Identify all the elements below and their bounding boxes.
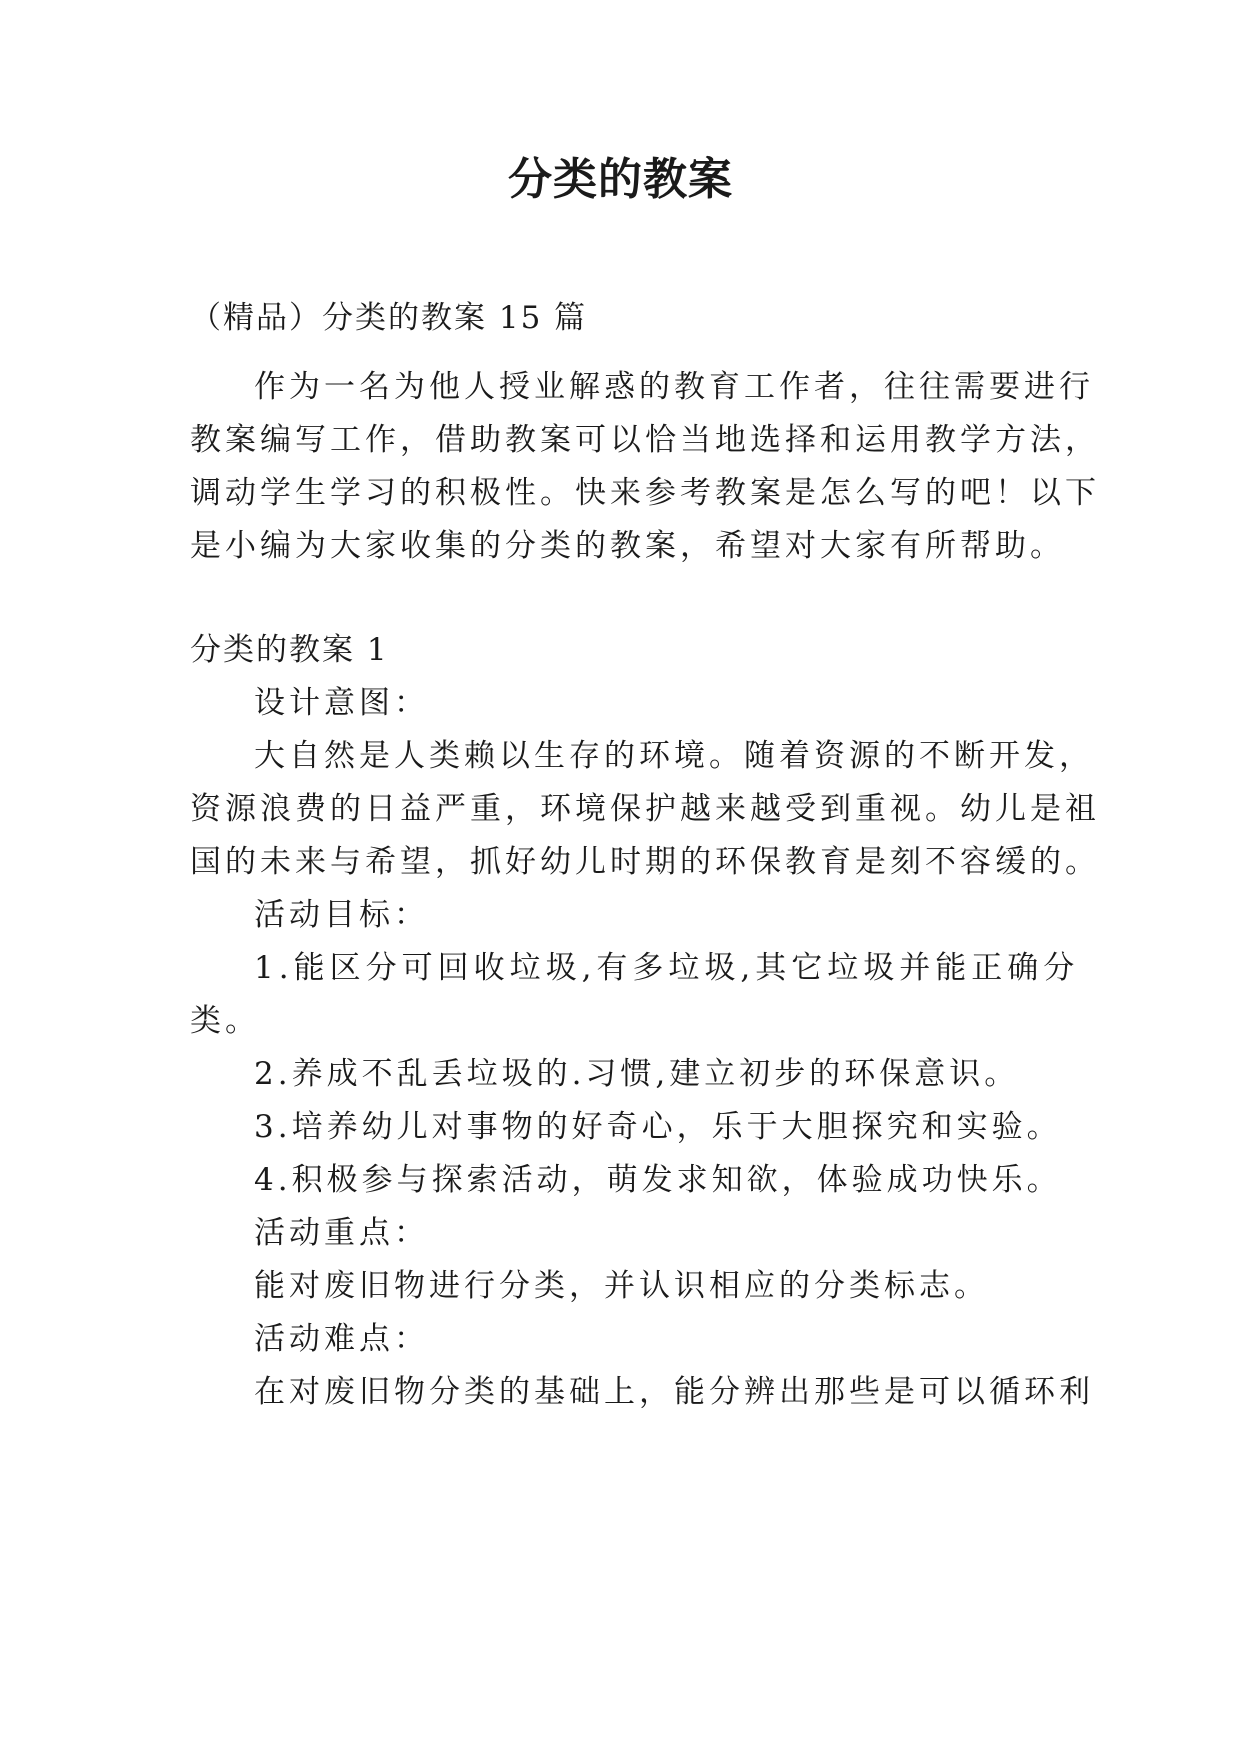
document-subtitle: （精品）分类的教案 15 篇 bbox=[190, 300, 588, 336]
design-intent-line-1: 大自然是人类赖以生存的环境。随着资源的不断开发， bbox=[254, 738, 1094, 774]
goal-line-2: 2.养成不乱丢垃圾的.习惯,建立初步的环保意识。 bbox=[254, 1056, 1020, 1092]
design-intent-line-3: 国的未来与希望，抓好幼儿时期的环保教育是刻不容缓的。 bbox=[190, 844, 1100, 880]
design-intent-line-2: 资源浪费的日益严重，环境保护越来越受到重视。幼儿是祖 bbox=[190, 791, 1100, 827]
intro-line-1: 作为一名为他人授业解惑的教育工作者，往往需要进行 bbox=[254, 369, 1094, 405]
goal-line-1-cont: 类。 bbox=[190, 1003, 260, 1039]
focus-text: 能对废旧物进行分类，并认识相应的分类标志。 bbox=[254, 1268, 989, 1304]
goal-line-3: 3.培养幼儿对事物的好奇心，乐于大胆探究和实验。 bbox=[254, 1109, 1062, 1145]
document-title: 分类的教案 bbox=[508, 154, 733, 205]
focus-label: 活动重点： bbox=[254, 1215, 429, 1251]
intro-line-2: 教案编写工作，借助教案可以恰当地选择和运用教学方法， bbox=[190, 422, 1100, 458]
difficulty-text: 在对废旧物分类的基础上，能分辨出那些是可以循环利 bbox=[254, 1374, 1094, 1410]
goal-line-1: 1.能区分可回收垃圾,有多垃圾,其它垃圾并能正确分 bbox=[254, 950, 1080, 986]
section-heading: 分类的教案 1 bbox=[190, 632, 389, 668]
design-intent-label: 设计意图： bbox=[254, 685, 429, 721]
goals-label: 活动目标： bbox=[254, 897, 429, 933]
intro-line-3: 调动学生学习的积极性。快来参考教案是怎么写的吧！以下 bbox=[190, 475, 1100, 511]
difficulty-label: 活动难点： bbox=[254, 1321, 429, 1357]
intro-line-4: 是小编为大家收集的分类的教案，希望对大家有所帮助。 bbox=[190, 528, 1065, 564]
goal-line-4: 4.积极参与探索活动，萌发求知欲，体验成功快乐。 bbox=[254, 1162, 1062, 1198]
